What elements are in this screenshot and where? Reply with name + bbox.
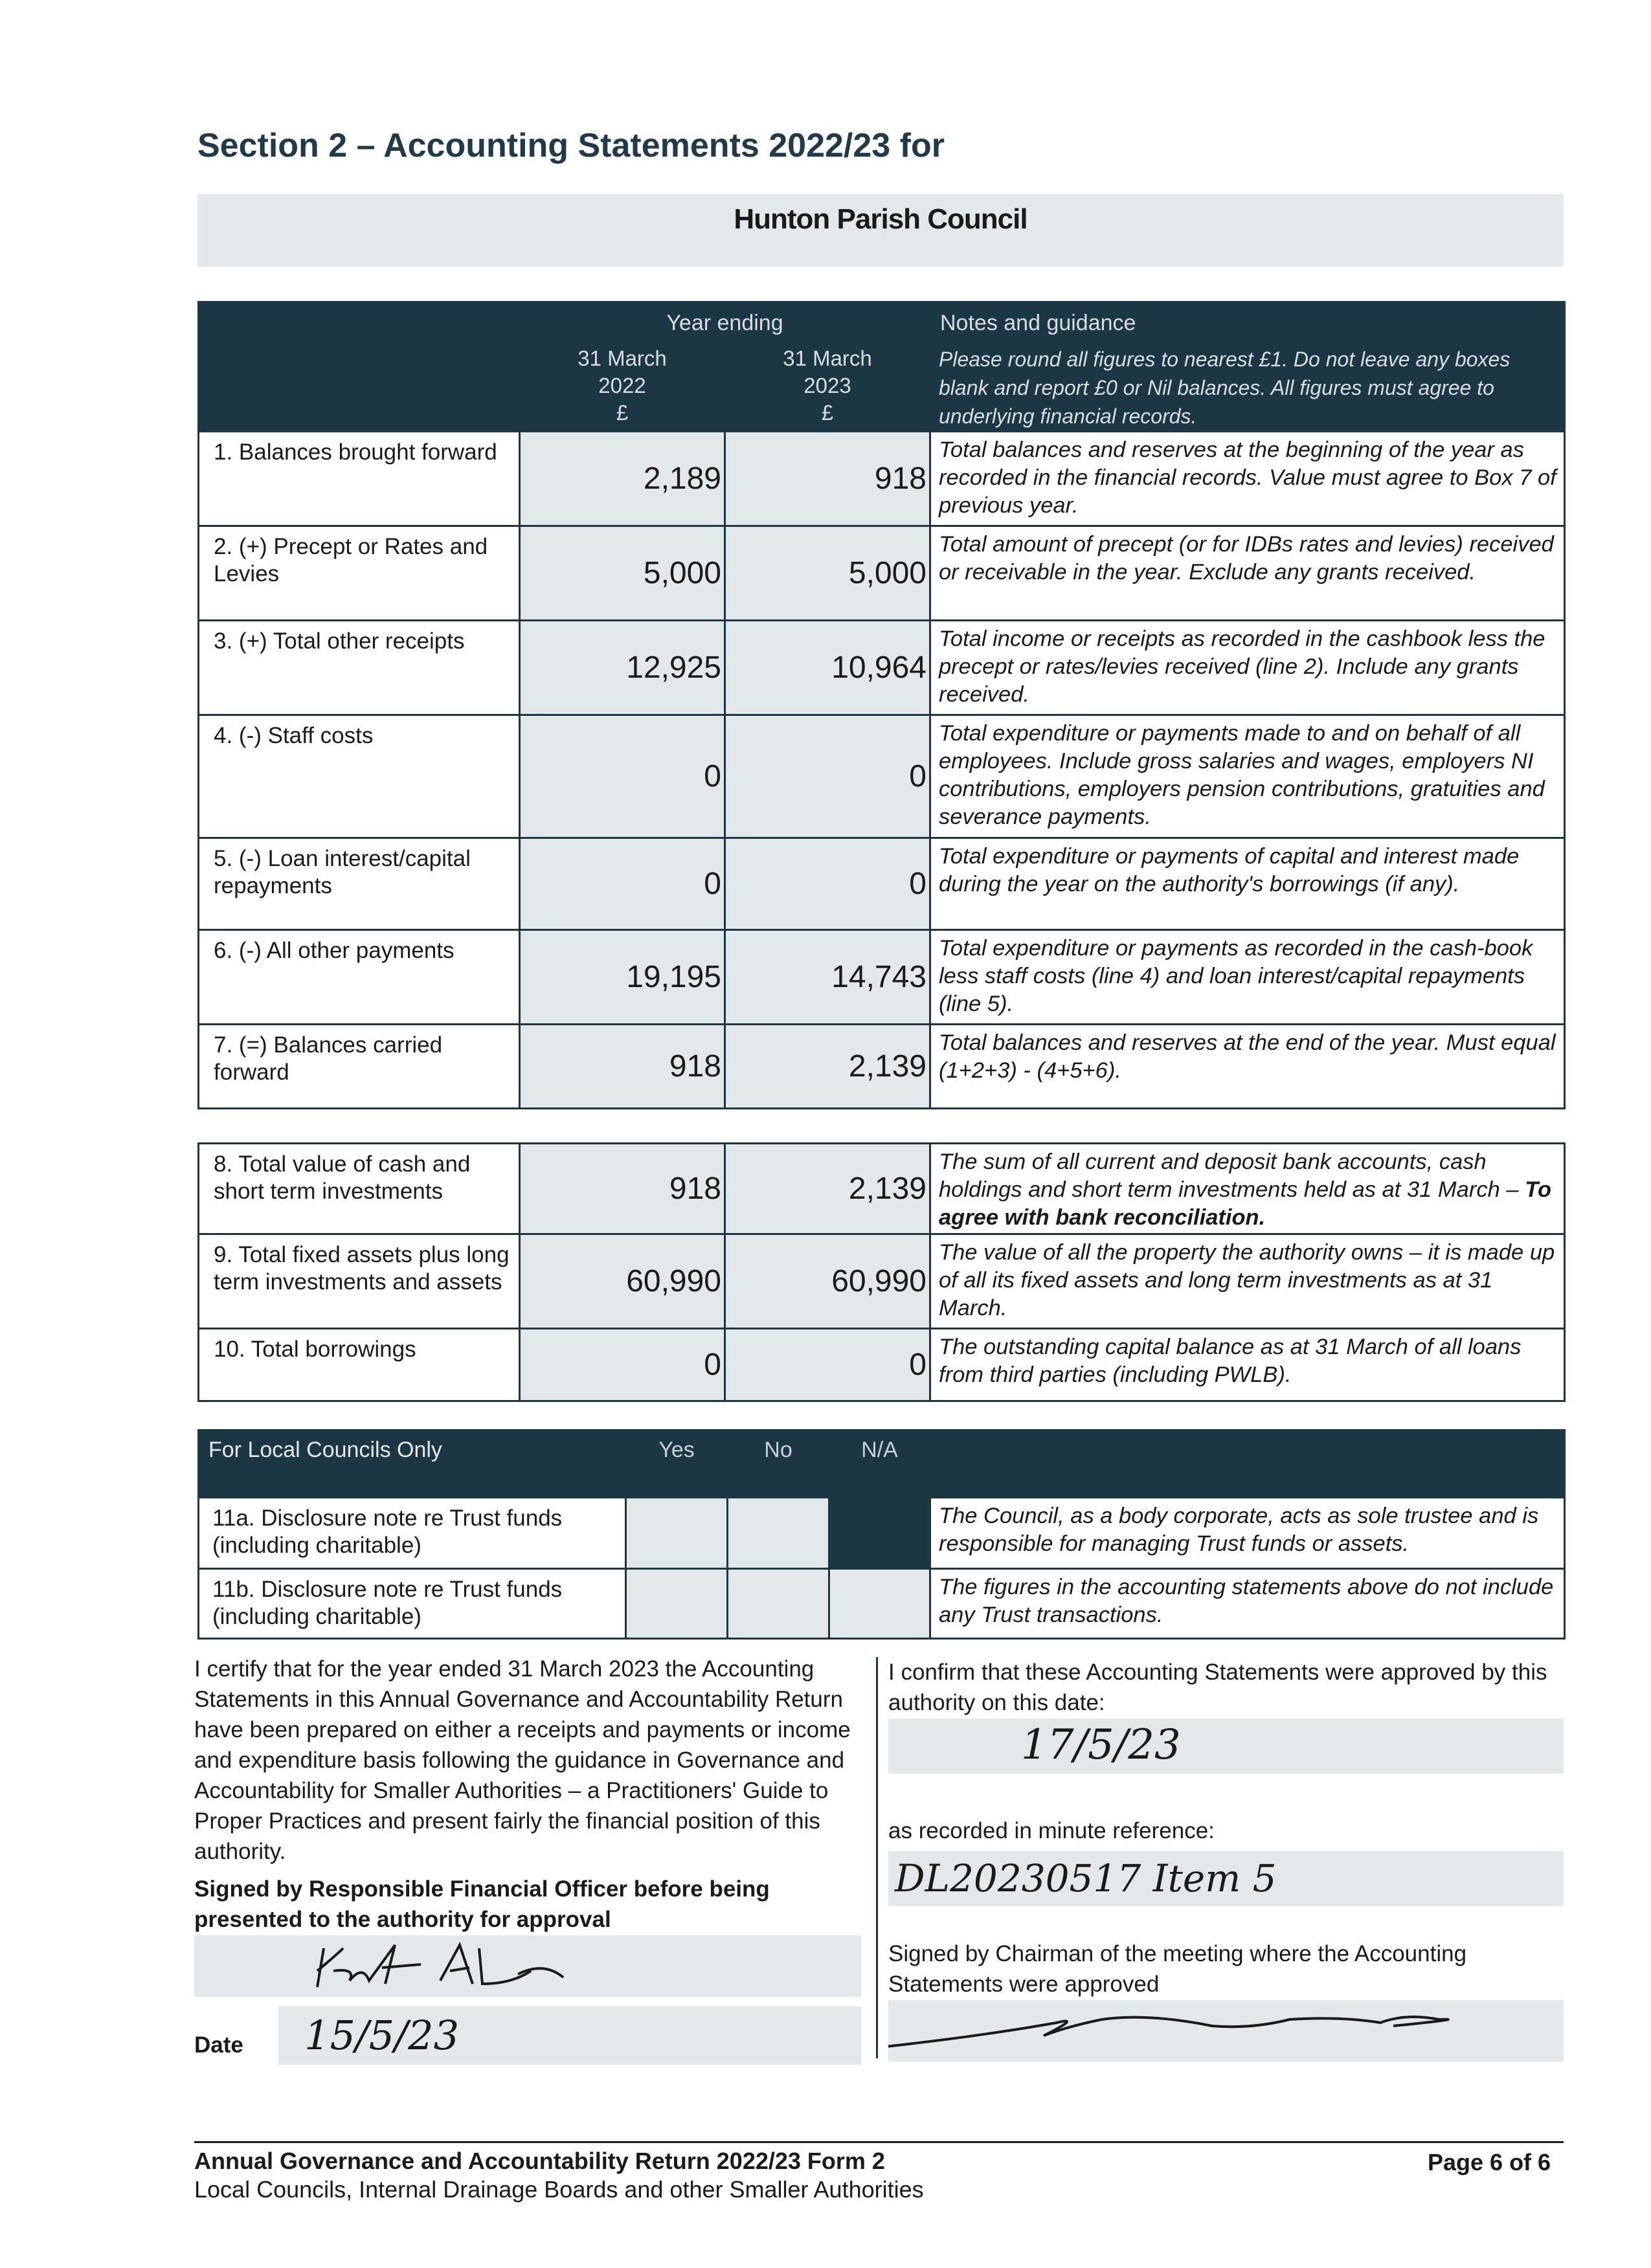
- table-row: [199, 526, 1565, 621]
- row-label: 1. Balances brought forward: [199, 432, 520, 526]
- row-note: The outstanding capital balance as at 31 March of all loans from third parties (including PWLB).: [930, 1329, 1565, 1401]
- chair-signature-mark: [888, 2000, 1564, 2062]
- yes-checkbox[interactable]: [626, 1569, 728, 1639]
- footer-rule: [194, 2141, 1564, 2143]
- value-2023: 0: [725, 838, 930, 930]
- row-note: The value of all the property the authority owns – it is made up of all its fixed assets and long term investments as at 31 March.: [930, 1234, 1565, 1329]
- value-2022: 0: [520, 838, 725, 930]
- footer-line-2: Local Councils, Internal Drainage Boards and other Smaller Authorities: [194, 2176, 924, 2203]
- value-2023: 60,990: [725, 1234, 930, 1329]
- value-2022: 0: [520, 715, 725, 838]
- value-2023: 918: [725, 432, 930, 526]
- rfo-date-field[interactable]: [278, 2007, 861, 2065]
- page-number: Page 6 of 6: [1428, 2149, 1551, 2175]
- date-label: Date: [194, 2032, 243, 2058]
- value-2023: 10,964: [725, 621, 930, 715]
- minute-label: as recorded in minute reference:: [888, 1818, 1215, 1843]
- row-label: 6. (-) All other payments: [199, 930, 520, 1025]
- minute-reference-value: DL20230517 Item 5: [895, 1856, 1277, 1900]
- rfo-signed-label: Signed by Responsible Financial Officer before being presented to the authority for approval: [194, 1876, 770, 1932]
- col-2022-line1: 31 March: [578, 346, 667, 370]
- value-2022: 60,990: [520, 1234, 725, 1329]
- col-2022-line3: £: [616, 401, 629, 425]
- value-2022: 0: [520, 1329, 725, 1401]
- row-note: Total expenditure or payments of capital and interest made during the year on the authority's borrowings (if any).: [930, 838, 1565, 930]
- table-row: [199, 621, 1565, 715]
- table-row: [199, 1025, 1565, 1109]
- row-note: Total income or receipts as recorded in the cashbook less the precept or rates/levies received (line 2). Include any grants received.: [930, 621, 1565, 715]
- value-2023: 5,000: [725, 526, 930, 621]
- no-checkbox[interactable]: [728, 1569, 829, 1639]
- footer-line-1: Annual Governance and Accountability Return 2022/23 Form 2: [194, 2148, 885, 2174]
- row-note: Total balances and reserves at the end of the year. Must equal (1+2+3) - (4+5+6).: [930, 1025, 1565, 1109]
- row-note: Total amount of precept (or for IDBs rates and levies) received or receivable in the year. Exclude any grants received.: [930, 526, 1565, 621]
- confirm-text: I confirm that these Accounting Statements were approved by this authority on this date:: [888, 1660, 1547, 1715]
- row-label: 4. (-) Staff costs: [199, 715, 520, 838]
- yes-checkbox[interactable]: [626, 1498, 728, 1569]
- value-2023: 2,139: [725, 1144, 930, 1234]
- row-note: Total expenditure or payments as recorded in the cash-book less staff costs (line 4) and loan interest/capital repayments (line 5).: [930, 930, 1565, 1025]
- row-label: 2. (+) Precept or Rates and Levies: [199, 526, 520, 621]
- table-row: [199, 930, 1565, 1025]
- na-checkbox[interactable]: [829, 1569, 930, 1639]
- header-blank: [199, 302, 520, 432]
- row-label: 9. Total fixed assets plus long term investments and assets: [199, 1234, 520, 1329]
- table-row: [199, 715, 1565, 838]
- na-checkbox[interactable]: [829, 1498, 930, 1569]
- value-2022: 5,000: [520, 526, 725, 621]
- approval-date-value: 17/5/23: [1021, 1721, 1181, 1769]
- value-2022: 918: [520, 1144, 725, 1234]
- value-2023: 14,743: [725, 930, 930, 1025]
- chair-signed-label: Signed by Chairman of the meeting where the Accounting Statements were approved: [888, 1941, 1467, 1997]
- minute-reference-field[interactable]: [888, 1851, 1564, 1906]
- entity-name: Hunton Parish Council: [734, 203, 1028, 235]
- row-note: Total expenditure or payments made to and on behalf of all employees. Include gross salaries and wages, employers NI contributions, employers pension contributions, gratuities and severance payments.: [930, 715, 1565, 838]
- value-2023: 2,139: [725, 1025, 930, 1109]
- section-divider: [876, 1657, 878, 2058]
- value-2022: 12,925: [520, 621, 725, 715]
- local-councils-heading: For Local Councils Only: [199, 1430, 626, 1498]
- row-label: 8. Total value of cash and short term investments: [199, 1144, 520, 1234]
- year-ending-heading: Year ending: [520, 302, 930, 344]
- table-row: [199, 1498, 1565, 1569]
- rfo-signature-field[interactable]: [194, 1935, 861, 1997]
- row-label: 11a. Disclosure note re Trust funds (including charitable): [199, 1498, 626, 1569]
- table-row: [199, 1144, 1565, 1234]
- col-2023-header: [725, 344, 930, 432]
- col-2022-header: [520, 344, 725, 432]
- entity-name-field: [197, 194, 1564, 267]
- row-label: 10. Total borrowings: [199, 1329, 520, 1401]
- table-row: [199, 1329, 1565, 1401]
- value-2022: 918: [520, 1025, 725, 1109]
- certify-text: I certify that for the year ended 31 March 2023 the Accounting Statements in this Annual Governance and Accountability Return have been prepared on either a receipts and payments or income and expenditure basis following the guidance in Governance and Accountability for Smaller Authorities – a Practitioners' Guide to Proper Practices and present fairly the financial position of this authority.: [194, 1656, 851, 1864]
- approval-date-field[interactable]: [888, 1718, 1564, 1773]
- col-2023-line3: £: [821, 401, 834, 425]
- row-note: The Council, as a body corporate, acts as sole trustee and is responsible for managing Trust funds or assets.: [930, 1498, 1565, 1569]
- header-blank: [930, 1430, 1565, 1498]
- value-2023: 0: [725, 715, 930, 838]
- row-label: 11b. Disclosure note re Trust funds (including charitable): [199, 1569, 626, 1639]
- na-heading: N/A: [829, 1430, 930, 1498]
- row-note-bold: To agree with bank reconciliation.: [939, 1177, 1552, 1230]
- value-2022: 2,189: [520, 432, 725, 526]
- row-label: 7. (=) Balances carried forward: [199, 1025, 520, 1109]
- col-2022-line2: 2022: [598, 373, 646, 397]
- row-label: 5. (-) Loan interest/capital repayments: [199, 838, 520, 930]
- no-heading: No: [728, 1430, 829, 1498]
- rfo-date-value: 15/5/23: [304, 2012, 460, 2059]
- accounting-statements-table: [197, 301, 1566, 1109]
- page-title: Section 2 – Accounting Statements 2022/23 for: [197, 127, 945, 164]
- chair-signature-field[interactable]: [888, 2000, 1564, 2062]
- notes-heading: Notes and guidance: [930, 302, 1565, 344]
- local-councils-table: [197, 1429, 1566, 1640]
- table-row: [199, 1234, 1565, 1329]
- row-note: Total balances and reserves at the beginning of the year as recorded in the financial records. Value must agree to Box 7 of previous year.: [930, 432, 1565, 526]
- rfo-signature-mark: [298, 1935, 686, 1997]
- value-2023: 0: [725, 1329, 930, 1401]
- yes-heading: Yes: [626, 1430, 728, 1498]
- no-checkbox[interactable]: [728, 1498, 829, 1569]
- table-row: [199, 1569, 1565, 1639]
- row-label: 3. (+) Total other receipts: [199, 621, 520, 715]
- row-note: The figures in the accounting statements above do not include any Trust transactions.: [930, 1569, 1565, 1639]
- guidance-text: Please round all figures to nearest £1. Do not leave any boxes blank and report £0 or Nil balances. All figures must agree to underlying financial records.: [930, 344, 1565, 432]
- col-2023-line1: 31 March: [783, 346, 872, 370]
- row-note-text: The sum of all current and deposit bank accounts, cash holdings and short term investments held as at 31 March –: [939, 1150, 1519, 1202]
- row-note: [930, 1144, 1565, 1234]
- table-row: [199, 432, 1565, 526]
- value-2022: 19,195: [520, 930, 725, 1025]
- col-2023-line2: 2023: [803, 373, 851, 397]
- assets-table: [197, 1142, 1566, 1402]
- table-row: [199, 838, 1565, 930]
